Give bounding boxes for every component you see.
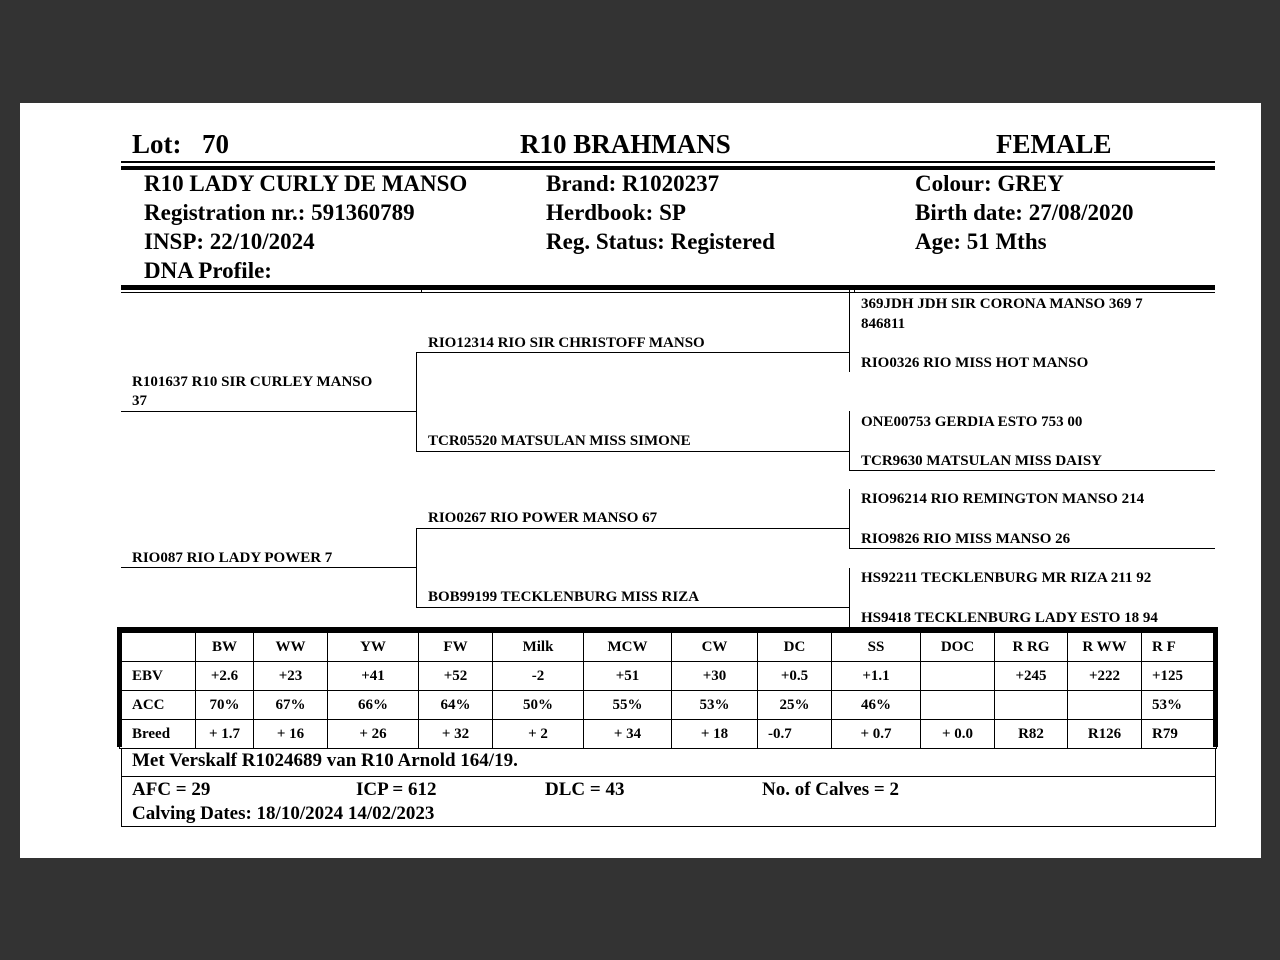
tick-1	[421, 285, 422, 293]
birth-date: Birth date: 27/08/2020	[915, 200, 1134, 225]
ebv-table	[119, 632, 1217, 749]
calves-count: No. of Calves = 2	[762, 779, 899, 800]
sire-line	[121, 411, 416, 412]
table-header-cell	[120, 633, 196, 662]
registration-status: Reg. Status: Registered	[546, 229, 775, 254]
dlc: DLC = 43	[545, 779, 625, 800]
gg-line-3	[849, 548, 1215, 549]
dam-sire-line	[416, 528, 849, 529]
table-cell: 53%	[672, 691, 758, 720]
sire-dam-line	[416, 451, 849, 452]
sex-label: FEMALE	[996, 129, 1112, 159]
info-rule-thick	[121, 285, 1215, 290]
lot-label: Lot:	[132, 129, 182, 159]
dna-profile: DNA Profile:	[144, 258, 272, 283]
dam-line	[121, 567, 416, 568]
gg-6: RIO9826 RIO MISS MANSO 26	[861, 531, 1071, 547]
acc-row	[120, 691, 1217, 720]
herd-title: R10 BRAHMANS	[520, 129, 731, 159]
row-label: EBV	[120, 662, 196, 691]
breed-row	[120, 720, 1217, 749]
table-cell: 25%	[758, 691, 832, 720]
herdbook: Herdbook: SP	[546, 200, 686, 225]
gg-1: 369JDH JDH SIR CORONA MANSO 369 7	[861, 296, 1143, 312]
ebv-row	[120, 662, 1217, 691]
table-cell: 70%	[196, 691, 254, 720]
table-cell: + 0.7	[832, 720, 921, 749]
gg-8: HS9418 TECKLENBURG LADY ESTO 18 94	[861, 610, 1158, 626]
colour: Colour: GREY	[915, 171, 1064, 196]
table-cell: + 2	[493, 720, 584, 749]
sire-sire-name: RIO12314 RIO SIR CHRISTOFF MANSO	[428, 335, 705, 351]
tick-2	[854, 285, 855, 293]
ebv-header-row	[120, 633, 1217, 662]
table-cell: + 1.7	[196, 720, 254, 749]
sire-bracket	[416, 352, 417, 452]
row-label: ACC	[120, 691, 196, 720]
gg-3: ONE00753 GERDIA ESTO 753 00	[861, 414, 1083, 430]
table-cell: + 34	[584, 720, 672, 749]
table-cell: -2	[493, 662, 584, 691]
table-cell: +222	[1068, 662, 1142, 691]
info-rule-thin	[121, 292, 1215, 293]
table-cell: R79	[1142, 720, 1217, 749]
gg-5: RIO96214 RIO REMINGTON MANSO 214	[861, 491, 1145, 507]
gg-4: TCR9630 MATSULAN MISS DAISY	[861, 453, 1103, 469]
table-header-cell: R RG	[995, 633, 1068, 662]
table-header-cell: R F	[1142, 633, 1217, 662]
table-cell: +245	[995, 662, 1068, 691]
dam-sire-name: RIO0267 RIO POWER MANSO 67	[428, 510, 658, 526]
calving-dates: Calving Dates: 18/10/2024 14/02/2023	[132, 803, 435, 824]
row-label: Breed	[120, 720, 196, 749]
table-header-cell: WW	[254, 633, 328, 662]
table-cell: R82	[995, 720, 1068, 749]
table-cell: R126	[1068, 720, 1142, 749]
brand: Brand: R1020237	[546, 171, 720, 196]
table-cell: +30	[672, 662, 758, 691]
gg-bracket-4	[849, 568, 850, 632]
table-header-cell: Milk	[493, 633, 584, 662]
table-cell: +23	[254, 662, 328, 691]
inspection-date: INSP: 22/10/2024	[144, 229, 315, 254]
table-cell: +2.6	[196, 662, 254, 691]
table-cell: +51	[584, 662, 672, 691]
gg-bracket-2	[849, 411, 850, 471]
animal-name: R10 LADY CURLY DE MANSO	[144, 171, 468, 196]
table-header-cell: BW	[196, 633, 254, 662]
table-cell	[995, 691, 1068, 720]
header-rule-thin	[121, 161, 1215, 163]
table-cell: 46%	[832, 691, 921, 720]
age: Age: 51 Mths	[915, 229, 1047, 254]
afc: AFC = 29	[132, 779, 211, 800]
mating-note: Met Verskalf R1024689 van R10 Arnold 164/19.	[132, 750, 518, 771]
table-cell: + 26	[328, 720, 419, 749]
table-cell: 66%	[328, 691, 419, 720]
table-cell: 64%	[419, 691, 493, 720]
table-cell: +1.1	[832, 662, 921, 691]
table-cell: +41	[328, 662, 419, 691]
table-cell: -0.7	[758, 720, 832, 749]
lot-number: 70	[202, 129, 229, 159]
sire-dam-name: TCR05520 MATSULAN MISS SIMONE	[428, 433, 691, 449]
registration-number: Registration nr.: 591360789	[144, 200, 415, 225]
table-cell: 53%	[1142, 691, 1217, 720]
table-header-cell: R WW	[1068, 633, 1142, 662]
gg-line-2	[849, 470, 1215, 471]
notes-divider	[121, 776, 1215, 777]
gg-1-line2: 846811	[861, 316, 906, 332]
table-header-cell: DOC	[921, 633, 995, 662]
gg-bracket-3	[849, 489, 850, 549]
sire-sire-line	[416, 352, 849, 353]
table-header-cell: DC	[758, 633, 832, 662]
table-cell: +125	[1142, 662, 1217, 691]
table-cell: 50%	[493, 691, 584, 720]
gg-bracket-1	[849, 290, 850, 372]
table-cell	[1068, 691, 1142, 720]
table-cell: + 16	[254, 720, 328, 749]
table-header-cell: FW	[419, 633, 493, 662]
dam-bracket	[416, 528, 417, 608]
table-cell: +0.5	[758, 662, 832, 691]
table-cell: + 0.0	[921, 720, 995, 749]
table-header-cell: YW	[328, 633, 419, 662]
table-cell: 67%	[254, 691, 328, 720]
dam-dam-name: BOB99199 TECKLENBURG MISS RIZA	[428, 589, 700, 605]
gg-7: HS92211 TECKLENBURG MR RIZA 211 92	[861, 570, 1152, 586]
table-header-cell: MCW	[584, 633, 672, 662]
icp: ICP = 612	[356, 779, 437, 800]
table-header-cell: SS	[832, 633, 921, 662]
table-cell: + 18	[672, 720, 758, 749]
sire-name: R101637 R10 SIR CURLEY MANSO	[132, 374, 373, 390]
gg-2: RIO0326 RIO MISS HOT MANSO	[861, 355, 1089, 371]
table-cell: + 32	[419, 720, 493, 749]
header-rule-thick	[121, 166, 1215, 170]
table-cell	[921, 691, 995, 720]
table-cell: +52	[419, 662, 493, 691]
dam-dam-line	[416, 607, 849, 608]
table-cell	[921, 662, 995, 691]
table-header-cell: CW	[672, 633, 758, 662]
table-cell: 55%	[584, 691, 672, 720]
dam-name: RIO087 RIO LADY POWER 7	[132, 550, 333, 566]
sire-name-line2: 37	[132, 393, 147, 409]
